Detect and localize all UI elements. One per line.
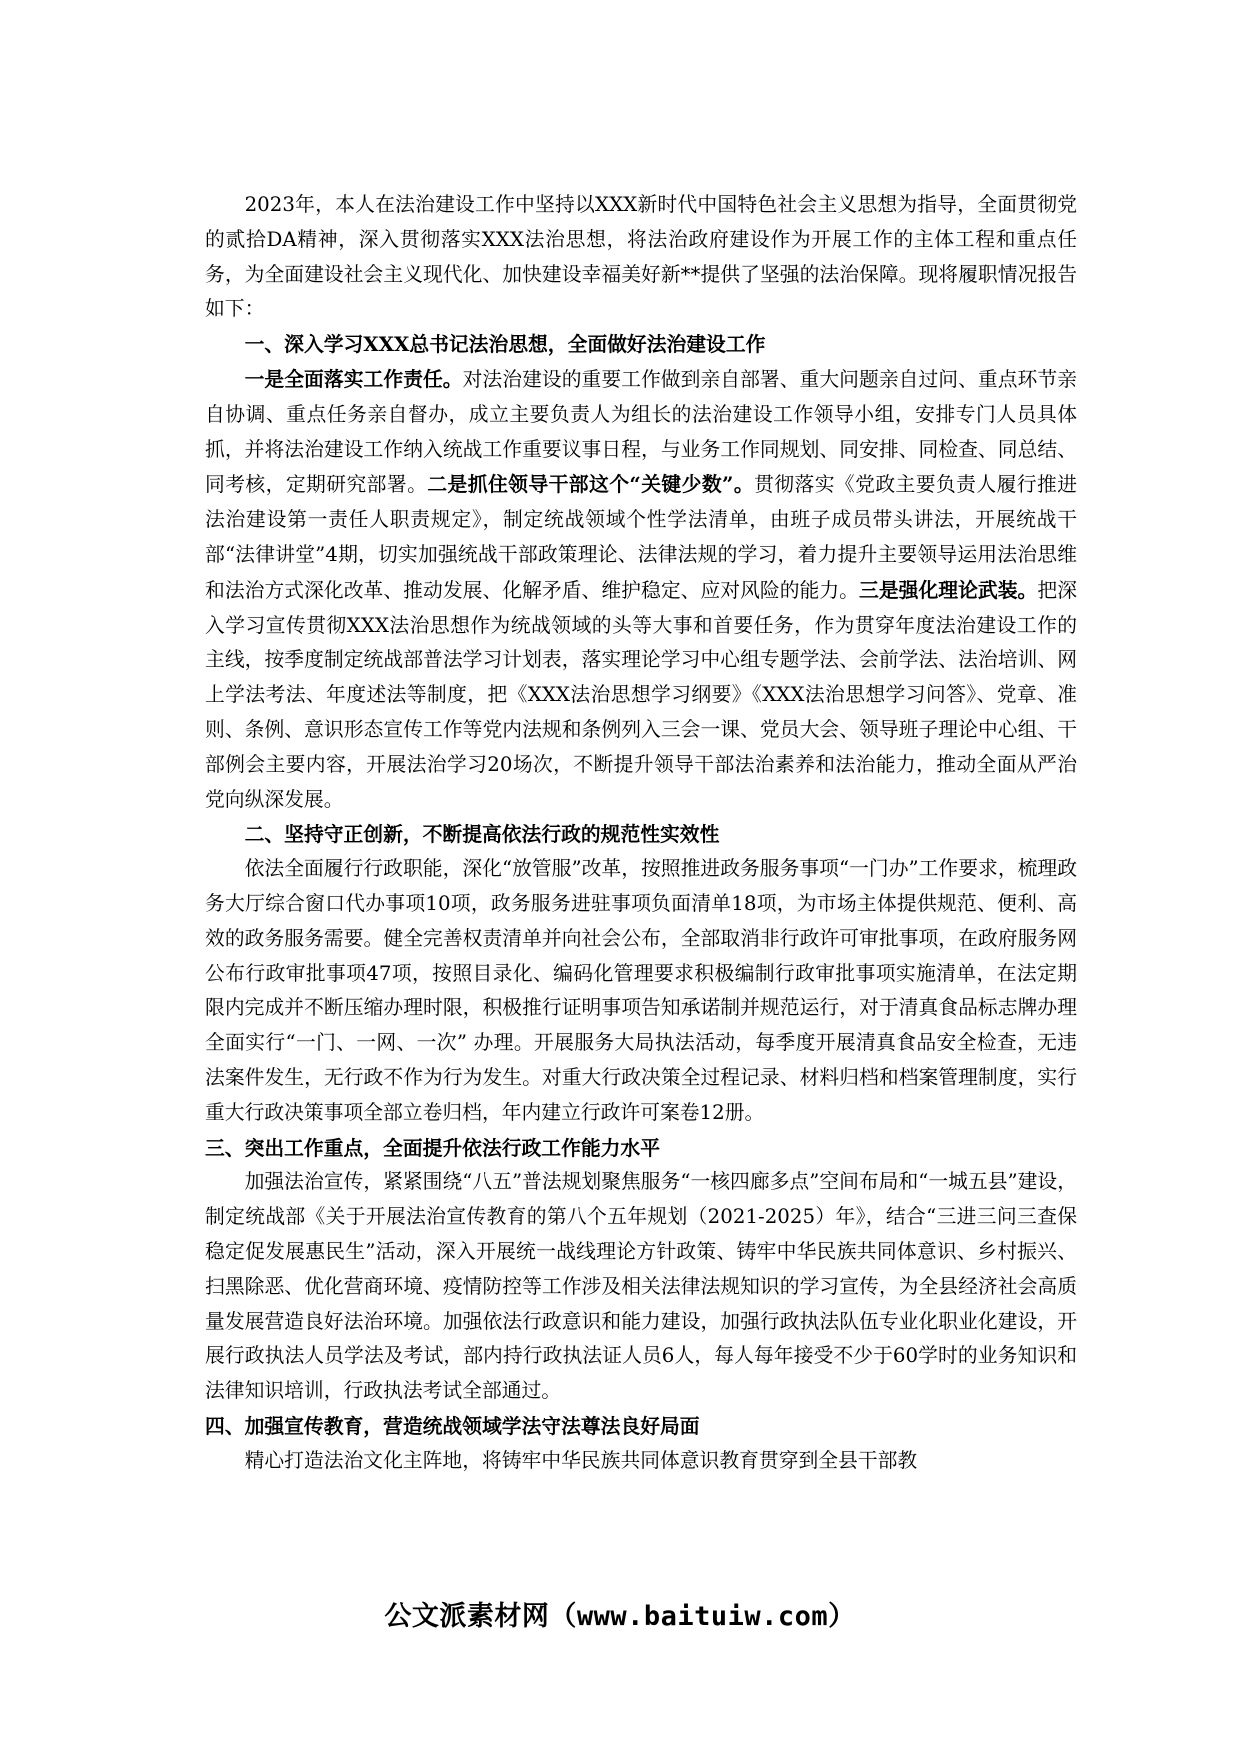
section-1-heading: 一、深入学习XXX总书记法治思想，全面做好法治建设工作 [244, 332, 766, 357]
intro-paragraph: 2023年，本人在法治建设工作中坚持以XXX新时代中国特色社会主义思想为指导，全面贯彻党的贰拾DA精神，深入贯彻落实XXX法治思想，将法治政府建设作为开展工作的主体工程和重点任务，为全面建设社会主义现代化、加快建设幸福美好新**提供了坚强的法治保障。现将履职情况报告如下： [205, 193, 1077, 321]
section-1-text-3: 把深入学习宣传贯彻XXX法治思想作为统战领域的头等大事和首要任务，作为贯穿年度法治建设工作的主线，按季度制定统战部普法学习计划表，落实理论学习中心组专题学法、会前学法、法治培训、网上学法考法、年度述法等制度，把《XXX法治思想学习纲要》《XXX法治思想学习问答》、党章、准则、条例、意识形态宣传工作等党内法规和条例列入三会一课、党员大会、领导班子理论中心组、干部例会主要内容，开展法治学习20场次，不断提升领导干部法治素养和法治能力，推动全面从严治党向纵深发展。 [205, 578, 1077, 811]
section-3-heading: 三、突出工作重点，全面提升依法行政工作能力水平 [205, 1135, 660, 1160]
section-2-heading: 二、坚持守正创新，不断提高依法行政的规范性实效性 [244, 822, 720, 847]
section-1-paragraph [205, 362, 1077, 817]
section-1-lead-1: 一是全面落实工作责任。 [244, 366, 463, 391]
section-4-paragraph: 精心打造法治文化主阵地，将铸牢中华民族共同体意识教育贯穿到全县干部教 [244, 1448, 918, 1472]
section-1-text-2: 贯彻落实《党政主要负责人履行推进法治建设第一责任人职责规定》，制定统战领域个性学法清单，由班子成员带头讲法，开展统战干部“法律讲堂”4期，切实加强统战干部政策理论、法律法规的学习，着力提升主要领导运用法治思维和法治方式深化改革、推动发展、化解矛盾、维护稳定、应对风险的能力。 [205, 473, 1077, 602]
section-3-paragraph: 加强法治宣传，紧紧围绕“八五”普法规划聚焦服务“一核四廊多点”空间布局和“一城五县”建设，制定统战部《关于开展法治宣传教育的第八个五年规划（2021-2025）年》，结合“三进三问三查保稳定促发展惠民生”活动，深入开展统一战线理论方针政策、铸牢中华民族共同体意识、乡村振兴、扫黑除恶、优化营商环境、疫情防控等工作涉及相关法律法规知识的学习宣传，为全县经济社会高质量发展营造良好法治环境。加强依法行政意识和能力建设，加强行政执法队伍专业化职业化建设，开展行政执法人员学法及考试，部内持行政执法证人员6人，每人每年接受不少于60学时的业务知识和法律知识培训，行政执法考试全部通过。 [205, 1170, 1077, 1403]
section-2-paragraph: 依法全面履行行政职能，深化“放管服”改革，按照推进政务服务事项“一门办”工作要求，梳理政务大厅综合窗口代办事项10项，政务服务进驻事项负面清单18项，为市场主体提供规范、便利、高效的政务服务需要。健全完善权责清单并向社会公布，全部取消非行政许可审批事项，在政府服务网公布行政审批事项47项，按照目录化、编码化管理要求积极编制行政审批事项实施清单，在法定期限内完成并不断压缩办理时限，积极推行证明事项告知承诺制并规范运行，对于清真食品标志牌办理全面实行“一门、一网、一次” 办理。开展服务大局执法活动，每季度开展清真食品安全检查，无违法案件发生，无行政不作为行为发生。对重大行政决策全过程记录、材料归档和档案管理制度，实行重大行政决策事项全部立卷归档，年内建立行政许可案卷12册。 [205, 857, 1077, 1124]
section-4-heading: 四、加强宣传教育，营造统战领域学法守法尊法良好局面 [205, 1413, 700, 1438]
section-1-text-1: 对法治建设的重要工作做到亲自部署、重大问题亲自过问、重点环节亲自协调、重点任务亲自督办，成立主要负责人为组长的法治建设工作领导小组，安排专门人员具体抓，并将法治建设工作纳入统战工作重要议事日程，与业务工作同规划、同安排、同检查、同总结、同考核，定期研究部署。 [205, 367, 1077, 497]
document-body [205, 188, 1077, 1478]
section-1-lead-2: 二是抓住领导干部这个“关键少数”。 [427, 472, 755, 497]
footer-watermark: 公文派素材网（www.baituiw.com） [384, 1601, 856, 1632]
section-1-lead-3: 三是强化理论武装。 [859, 577, 1038, 602]
